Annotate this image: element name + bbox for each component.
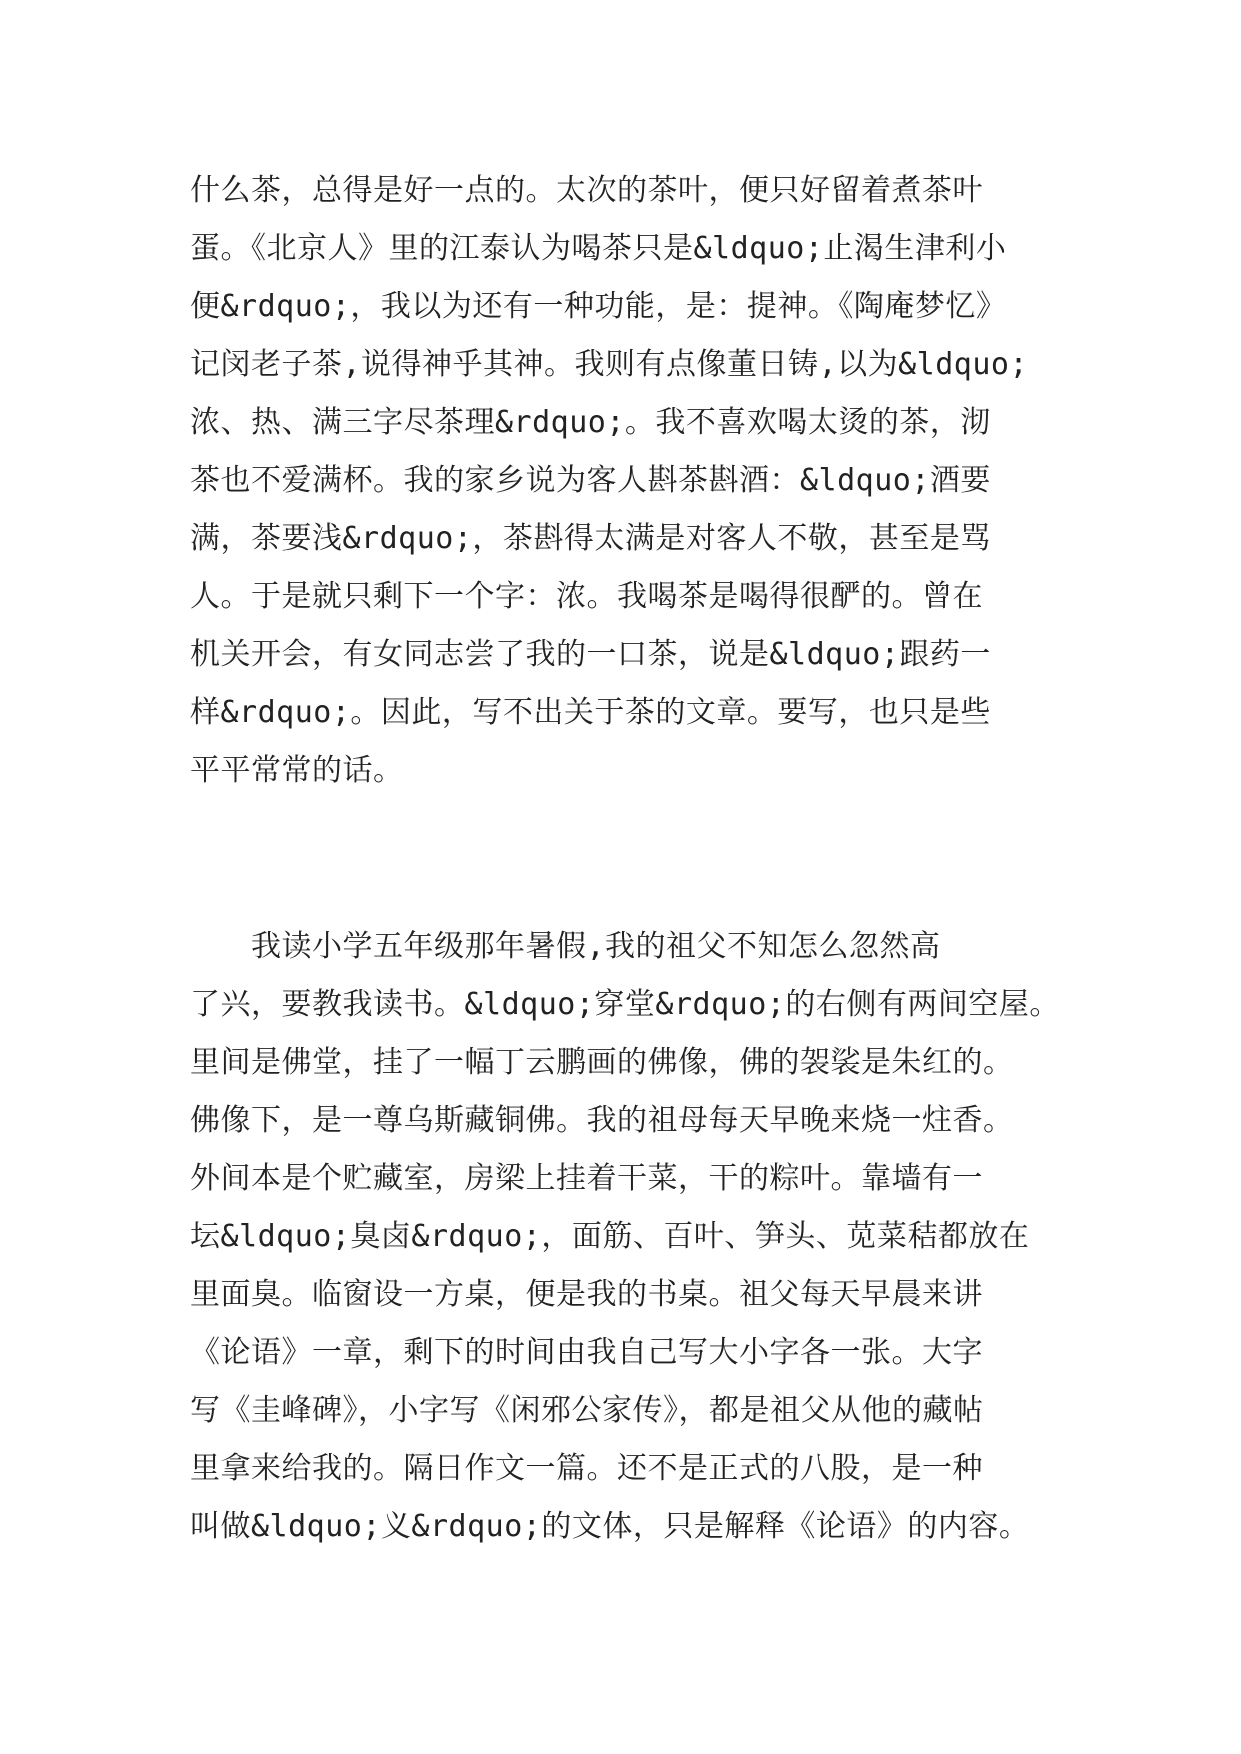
text-line: 记闵老子茶,说得神乎其神。我则有点像董日铸,以为&ldquo; — [190, 347, 1029, 382]
text-line: 机关开会，有女同志尝了我的一口茶，说是&ldquo;跟药一 — [190, 637, 991, 672]
text-line: 蛋。《北京人》里的江泰认为喝茶只是&ldquo;止渴生津利小 — [190, 231, 1007, 266]
text-line: 佛像下，是一尊乌斯藏铜佛。我的祖母每天早晚来烧一炷香。 — [190, 1103, 1014, 1138]
text-line: 茶也不爱满杯。我的家乡说为客人斟茶斟酒：&ldquo;酒要 — [190, 463, 991, 498]
text-line: 外间本是个贮藏室，房梁上挂着干菜，干的粽叶。靠墙有一 — [190, 1161, 983, 1196]
text-line: 平平常常的话。 — [190, 753, 404, 788]
text-line: 叫做&ldquo;义&rdquo;的文体，只是解释《论语》的内容。 — [190, 1509, 1030, 1544]
text-line: 便&rdquo;，我以为还有一种功能，是：提神。《陶庵梦忆》 — [190, 289, 1007, 324]
text-line: 《论语》一章，剩下的时间由我自己写大小字各一张。大字 — [190, 1335, 983, 1370]
paragraph-study — [190, 918, 1070, 1556]
text-line: 写《圭峰碑》，小字写《闲邪公家传》，都是祖父从他的藏帖 — [190, 1393, 984, 1428]
text-line: 坛&ldquo;臭卤&rdquo;，面筋、百叶、笋头、苋菜秸都放在 — [190, 1219, 1030, 1254]
text-line: 我读小学五年级那年暑假,我的祖父不知怎么忽然高 — [190, 929, 941, 964]
text-line: 了兴，要教我读书。&ldquo;穿堂&rdquo;的右侧有两间空屋。 — [190, 987, 1060, 1022]
text-line: 样&rdquo;。因此，写不出关于茶的文章。要写，也只是些 — [190, 695, 991, 730]
text-line: 满，茶要浅&rdquo;，茶斟得太满是对客人不敬，甚至是骂 — [190, 521, 991, 556]
text-line: 里面臭。临窗设一方桌，便是我的书桌。祖父每天早晨来讲 — [190, 1277, 983, 1312]
paragraph-tea — [190, 162, 1070, 800]
text-line: 浓、热、满三字尽茶理&rdquo;。我不喜欢喝太烫的茶，沏 — [190, 405, 991, 440]
text-line: 什么茶，总得是好一点的。太次的茶叶，便只好留着煮茶叶 — [190, 173, 983, 208]
text-line: 里拿来给我的。隔日作文一篇。还不是正式的八股，是一种 — [190, 1451, 983, 1486]
text-line: 里间是佛堂，挂了一幅丁云鹏画的佛像，佛的袈裟是朱红的。 — [190, 1045, 1014, 1080]
text-line: 人。于是就只剩下一个字：浓。我喝茶是喝得很酽的。曾在 — [190, 579, 983, 614]
